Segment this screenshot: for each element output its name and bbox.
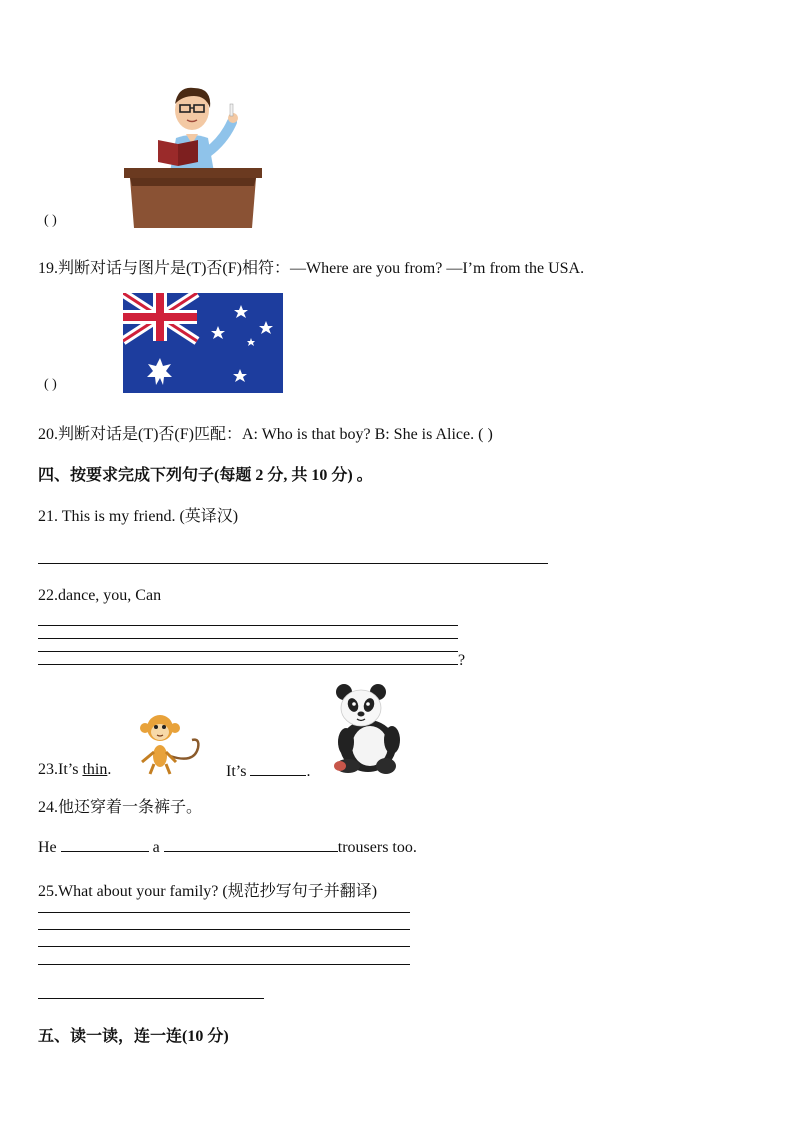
q24-part3: trousers too. [337, 839, 417, 856]
australia-flag-icon [123, 293, 283, 393]
q23-answer-blank[interactable] [250, 761, 306, 776]
q24-answer-blank-1[interactable] [61, 837, 149, 852]
q23-second-end: . [306, 763, 311, 780]
q22-answer-line-2[interactable] [38, 638, 458, 639]
q23-second-prefix: It’s [226, 763, 251, 780]
q25-answer-line-4[interactable] [38, 964, 410, 965]
q25-answer-line-2[interactable] [38, 929, 410, 930]
q21-answer-line[interactable] [38, 563, 548, 564]
q25-text: 25.What about your family? (规范抄写句子并翻译) [38, 883, 378, 900]
q19-answer-paren[interactable]: ( ) [44, 377, 57, 392]
q19-text: 19.判断对话与图片是(T)否(F)相符：—Where are you from? —I’m from the USA. [38, 260, 585, 277]
q24-part2: a [152, 839, 164, 856]
q18-answer-paren[interactable]: ( ) [44, 213, 57, 228]
q24-part1: He [38, 839, 61, 856]
q24-answer-blank-2[interactable] [164, 837, 338, 852]
q25-translation-line[interactable] [38, 998, 264, 999]
q22-text: 22.dance, you, Can [38, 587, 162, 604]
q22-question-mark: ? [458, 652, 466, 669]
q24-prompt: 24.他还穿着一条裤子。 [38, 799, 203, 816]
q23-suffix: . [107, 761, 112, 778]
q23-second-sentence [226, 761, 310, 781]
teacher-icon [120, 82, 266, 230]
q22-answer-line-1[interactable] [38, 625, 458, 626]
monkey-icon [130, 712, 206, 776]
panda-icon [326, 682, 404, 776]
section5-heading: 五、读一读，连一连(10 分) [38, 1028, 229, 1045]
q22-answer-line-3[interactable] [38, 651, 458, 652]
q20-text: 20.判断对话是(T)否(F)匹配：A: Who is that boy? B: She is Alice. ( ) [38, 426, 493, 443]
q25-answer-line-3[interactable] [38, 946, 410, 947]
q25-answer-line-1[interactable] [38, 912, 410, 913]
q21-text: 21. This is my friend. (英译汉) [38, 508, 239, 525]
q24-sentence [38, 837, 417, 857]
q23-underlined-word: thin [82, 761, 108, 778]
section4-heading: 四、按要求完成下列句子(每题 2 分, 共 10 分) 。 [38, 467, 373, 484]
q23-sentence [38, 761, 111, 779]
q22-answer-line-4[interactable] [38, 664, 458, 665]
q23-prefix: 23.It’s [38, 761, 83, 778]
